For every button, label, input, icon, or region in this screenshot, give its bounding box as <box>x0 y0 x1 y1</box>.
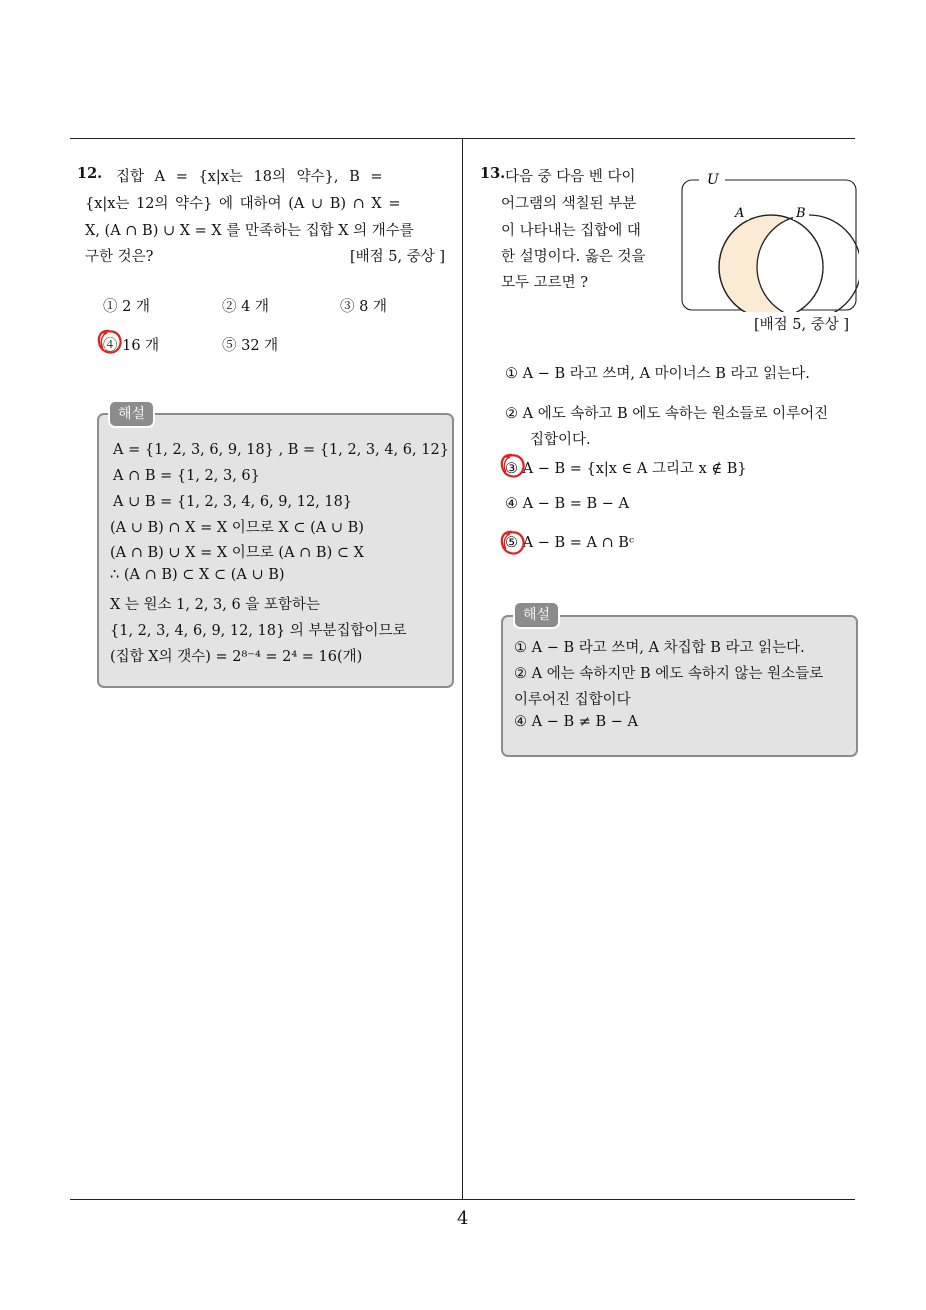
question-text-line-3: X, (A ∩ B) ∪ X = X 를 만족하는 집합 X 의 개수를 <box>85 223 414 239</box>
question-text-line-3: 이 나타내는 집합에 대 <box>501 223 641 239</box>
explanation-line-4: (A ∪ B) ∩ X = X 이므로 X ⊂ (A ∪ B) <box>110 520 364 536</box>
explanation-line-3: A ∪ B = {1, 2, 3, 4, 6, 9, 12, 18} <box>113 494 353 510</box>
answer-circle-icon <box>497 528 527 558</box>
explanation-line-1: ① A − B 라고 쓰며, A 차집합 B 라고 읽는다. <box>514 640 805 656</box>
question-text-line-5: 모두 고르면 ? <box>501 275 589 291</box>
explanation-line-1: A = {1, 2, 3, 6, 9, 18} , B = {1, 2, 3, 4, 6, 12} <box>113 442 449 458</box>
question-text-line-1: 다음 중 다음 벤 다이 <box>505 169 636 185</box>
explanation-line-3: 이루어진 집합이다 <box>514 692 631 708</box>
choice-4[interactable]: ④ 16 개 <box>103 338 160 354</box>
explanation-line-2: ② A 에는 속하지만 B 에도 속하지 않는 원소들로 <box>514 666 824 682</box>
choice-5[interactable]: ⑤ 32 개 <box>222 338 279 354</box>
question-text-line-2: 어그램의 색칠된 부분 <box>501 196 637 212</box>
explanation-line-2: A ∩ B = {1, 2, 3, 6} <box>113 468 260 484</box>
explanation-line-5: (A ∩ B) ∪ X = X 이므로 (A ∩ B) ⊂ X <box>110 545 364 561</box>
choice-3[interactable]: ③ 8 개 <box>340 299 387 315</box>
question-text-line-2: {x|x는 12의 약수} 에 대하여 (A ∪ B) ∩ X = <box>85 196 401 212</box>
venn-universe-label: U <box>707 172 719 188</box>
answer-circle-icon <box>94 327 124 357</box>
question-text-line-4: 구한 것은? <box>85 249 154 265</box>
choice-1[interactable]: ① A − B 라고 쓰며, A 마이너스 B 라고 읽는다. <box>505 366 810 382</box>
answer-circle-icon <box>497 451 527 481</box>
explanation-line-4: ④ A − B ≠ B − A <box>514 714 638 730</box>
choice-3[interactable]: ③ A − B = {x|x ∈ A 그리고 x ∉ B} <box>505 461 747 477</box>
explanation-line-8: {1, 2, 3, 4, 6, 9, 12, 18} 의 부분집합이므로 <box>110 623 407 639</box>
question-number: 13. <box>480 165 506 182</box>
choice-1[interactable]: ① 2 개 <box>103 299 150 315</box>
score-label: [배점 5, 중상 ] <box>350 249 446 265</box>
choice-4[interactable]: ④ A − B = B − A <box>505 496 629 512</box>
choice-2[interactable]: ② 4 개 <box>222 299 269 315</box>
choice-5[interactable]: ⑤ A − B = A ∩ Bᶜ <box>505 535 634 551</box>
venn-set-a-label: A <box>735 206 745 221</box>
venn-diagram <box>679 172 859 312</box>
question-number: 12. <box>77 165 103 182</box>
bottom-rule <box>70 1199 855 1200</box>
page-number: 4 <box>457 1208 469 1229</box>
question-text-line-1: 집합 A = {x|x는 18의 약수}, B = <box>116 169 383 185</box>
choice-2-continued: 집합이다. <box>530 432 591 448</box>
explanation-tag: 해설 <box>513 601 560 629</box>
explanation-line-6: ∴ (A ∩ B) ⊂ X ⊂ (A ∪ B) <box>110 567 285 583</box>
score-label: [배점 5, 중상 ] <box>754 317 850 333</box>
explanation-line-7: X 는 원소 1, 2, 3, 6 을 포함하는 <box>110 597 320 613</box>
explanation-tag: 해설 <box>108 400 155 428</box>
column-divider <box>462 138 463 1200</box>
venn-set-b-label: B <box>796 206 806 221</box>
question-text-line-4: 한 설명이다. 옳은 것을 <box>501 249 646 265</box>
explanation-line-9: (집합 X의 갯수) = 2⁸⁻⁴ = 2⁴ = 16(개) <box>110 649 363 665</box>
choice-2[interactable]: ② A 에도 속하고 B 에도 속하는 원소들로 이루어진 <box>505 406 829 422</box>
